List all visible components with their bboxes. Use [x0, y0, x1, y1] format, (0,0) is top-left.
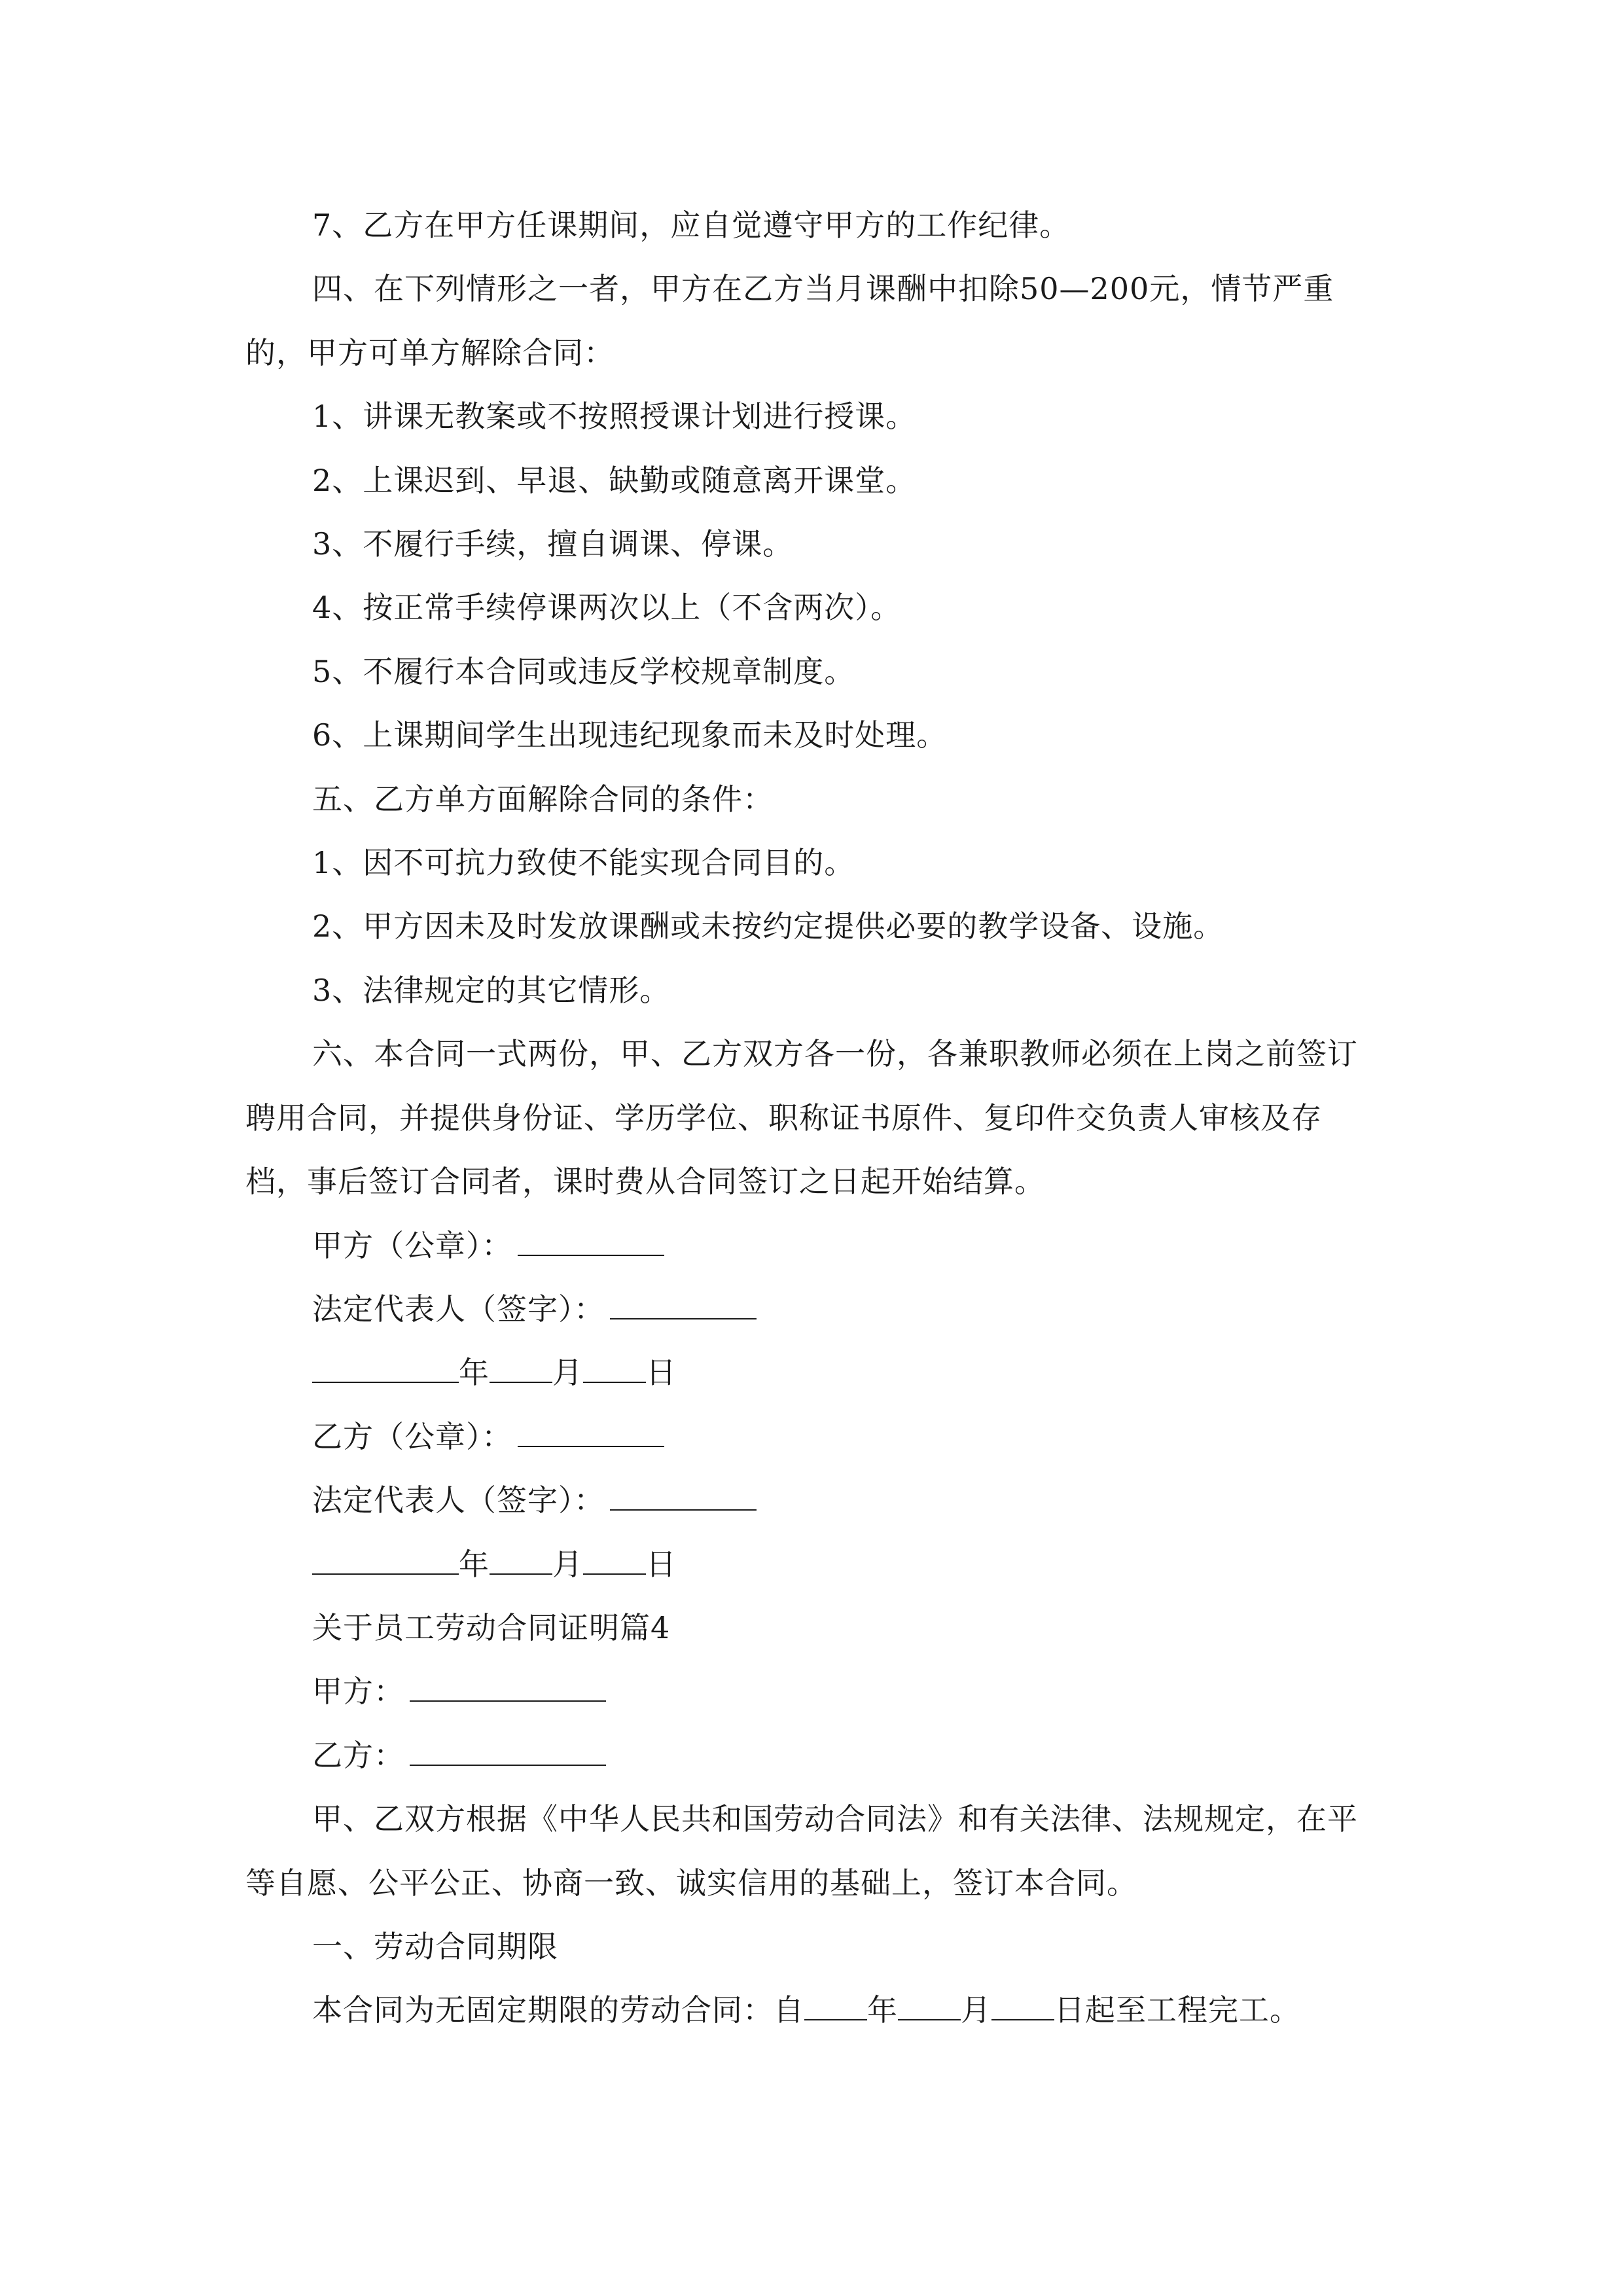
term-suffix: 日起至工程完工。 — [1054, 1992, 1300, 2028]
year-label: 年 — [459, 1546, 490, 1582]
day-label: 日 — [646, 1546, 677, 1582]
item-3: 3、不履行手续，擅自调课、停课。 — [312, 526, 794, 562]
term-heading: 一、劳动合同期限 — [312, 1928, 558, 1964]
clause-7: 7、乙方在甲方任课期间，应自觉遵守甲方的工作纪律。 — [312, 207, 1071, 243]
month-blank — [490, 1545, 552, 1575]
condition-2: 2、甲方因未及时发放课酬或未按约定提供必要的教学设备、设施。 — [312, 908, 1224, 944]
article-title: 关于员工劳动合同证明篇4 — [312, 1609, 671, 1645]
item-5: 5、不履行本合同或违反学校规章制度。 — [312, 653, 855, 689]
party-b-label: 乙方： — [312, 1737, 404, 1773]
party-a-rep-blank — [610, 1289, 757, 1319]
section-5-heading: 五、乙方单方面解除合同的条件： — [312, 781, 774, 817]
day-label: 日 — [646, 1355, 677, 1391]
party-b-line — [245, 1724, 1381, 1787]
party-b-seal-label: 乙方（公章）： — [312, 1418, 512, 1454]
party-a-seal-blank — [518, 1226, 664, 1256]
month-blank — [490, 1354, 552, 1384]
party-b-blank — [410, 1736, 606, 1766]
condition-1: 1、因不可抗力致使不能实现合同目的。 — [312, 845, 855, 881]
preamble-paragraph: 甲、乙双方根据《中华人民共和国劳动合同法》和有关法律、法规规定，在平等自愿、公平公正、协商一致、诚实信用的基础上，签订本合同。 — [245, 1801, 1358, 1901]
party-b-seal-blank — [518, 1417, 664, 1447]
section-6-paragraph: 六、本合同一式两份，甲、乙方双方各一份，各兼职教师必须在上岗之前签订聘用合同，并提供身份证、学历学位、职称证书原件、复印件交负责人审核及存档，事后签订合同者，课时费从合同签订之日起开始结算。 — [245, 1036, 1358, 1200]
year-blank — [312, 1354, 459, 1384]
party-a-line — [245, 1660, 1381, 1723]
term-month-blank — [898, 1991, 961, 2021]
term-year-label: 年 — [867, 1992, 898, 2028]
party-b-rep-blank — [610, 1480, 757, 1511]
item-6: 6、上课期间学生出现违纪现象而未及时处理。 — [312, 717, 948, 753]
party-b-rep-line — [245, 1469, 1381, 1532]
party-a-seal-line — [245, 1214, 1381, 1278]
condition-3: 3、法律规定的其它情形。 — [312, 972, 671, 1008]
month-label: 月 — [552, 1546, 583, 1582]
party-a-date-line — [245, 1341, 1381, 1405]
party-b-seal-line — [245, 1405, 1381, 1469]
term-prefix: 本合同为无固定期限的劳动合同：自 — [312, 1992, 804, 2028]
party-a-rep-label: 法定代表人（签字）： — [312, 1291, 605, 1327]
item-1: 1、讲课无教案或不按照授课计划进行授课。 — [312, 399, 917, 435]
term-month-label: 月 — [961, 1992, 991, 2028]
month-label: 月 — [552, 1355, 583, 1391]
party-a-seal-label: 甲方（公章）： — [312, 1227, 512, 1263]
party-a-blank — [410, 1672, 606, 1702]
party-a-label: 甲方： — [312, 1674, 404, 1710]
party-a-rep-line — [245, 1278, 1381, 1341]
party-b-date-line — [245, 1533, 1381, 1596]
item-4: 4、按正常手续停课两次以上（不含两次）。 — [312, 590, 902, 626]
day-blank — [583, 1354, 646, 1384]
term-line — [245, 1979, 1381, 2042]
year-label: 年 — [459, 1355, 490, 1391]
term-year-blank — [804, 1991, 867, 2021]
term-day-blank — [991, 1991, 1054, 2021]
document-body — [245, 194, 1381, 2043]
day-blank — [583, 1545, 646, 1575]
item-2: 2、上课迟到、早退、缺勤或随意离开课堂。 — [312, 462, 917, 498]
section-4-heading: 四、在下列情形之一者，甲方在乙方当月课酬中扣除50—200元，情节严重的，甲方可单方解除合同： — [245, 271, 1334, 370]
party-b-rep-label: 法定代表人（签字）： — [312, 1482, 605, 1518]
year-blank — [312, 1545, 459, 1575]
